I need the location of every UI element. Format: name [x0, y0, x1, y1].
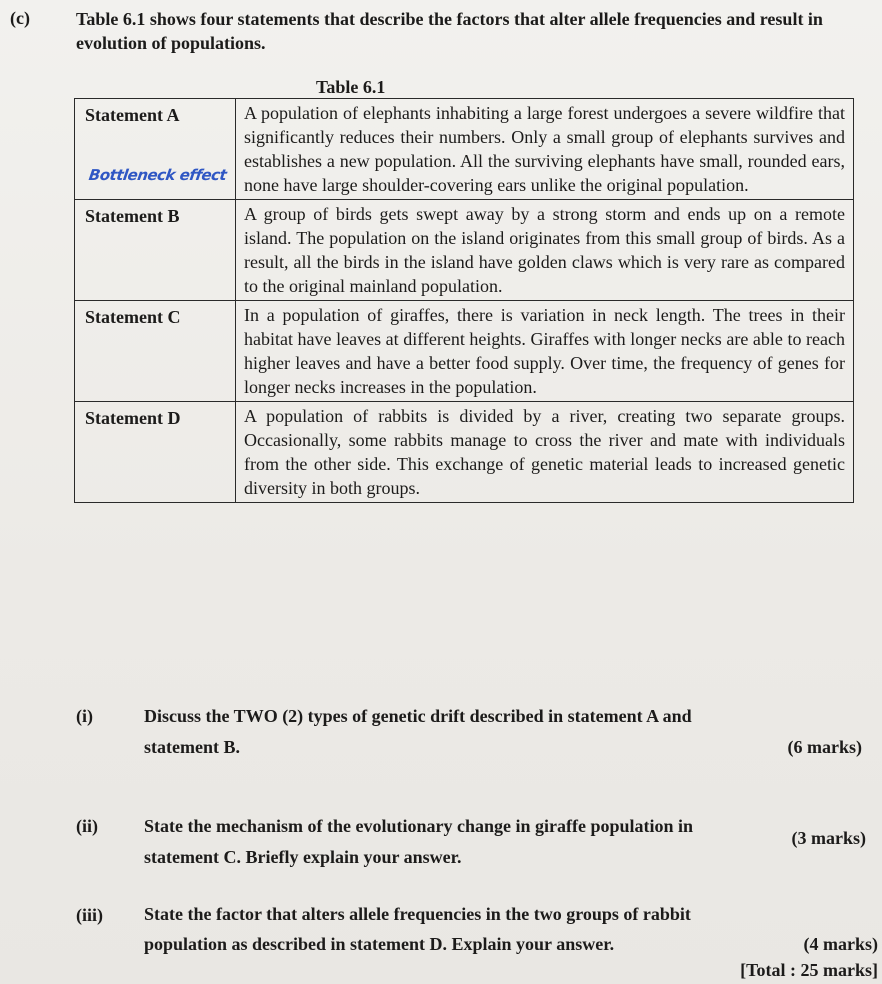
statement-d-label: Statement D: [75, 402, 236, 503]
total-marks: [Total : 25 marks]: [740, 960, 878, 980]
subquestion-i-line2: statement B.: [144, 737, 240, 757]
question-intro: Table 6.1 shows four statements that describe the factors that alter allele frequencies and result in evolution of populations.: [76, 9, 823, 53]
statement-c-label: Statement C: [75, 301, 236, 402]
subquestion-i-line1: Discuss the TWO (2) types of genetic drift described in statement A and: [144, 706, 692, 726]
subquestion-ii-line1: State the mechanism of the evolutionary change in giraffe population in: [144, 816, 693, 836]
subquestion-ii-number: (ii): [76, 816, 98, 836]
statement-b-label: Statement B: [75, 200, 236, 301]
subquestion-iii-line1: State the factor that alters allele frequencies in the two groups of rabbit: [144, 904, 691, 924]
table-row: [75, 99, 854, 200]
subquestion-ii-line2: statement C. Briefly explain your answer.: [144, 847, 462, 867]
handwritten-annotation: Bottleneck effect: [87, 166, 228, 184]
subquestion-i-marks: (6 marks): [787, 737, 862, 757]
statement-a-text: A population of elephants inhabiting a large forest undergoes a severe wildfire that significantly reduces their numbers. Only a small group of elephants survives and establishes a new population. All the surviving elephants have small, rounded ears, none have large shoulder-covering ears unlike the original population.: [236, 99, 854, 200]
table-row: [75, 200, 854, 301]
question-label: (c): [10, 8, 30, 28]
statement-a-label: Statement A: [85, 105, 180, 125]
statement-b-text: A group of birds gets swept away by a strong storm and ends up on a remote island. The population on the island originates from this small group of birds. As a result, all the birds in the island have golden claws which is very rare as compared to the original mainland population.: [236, 200, 854, 301]
table-row: [75, 402, 854, 503]
subquestion-i-number: (i): [76, 706, 93, 726]
table-row: [75, 301, 854, 402]
statement-c-text: In a population of giraffes, there is variation in neck length. The trees in their habitat have leaves at different heights. Giraffes with longer necks are able to reach higher leaves and have a better food supply. Over time, the frequency of genes for longer necks increases in the population.: [236, 301, 854, 402]
subquestion-iii-marks: (4 marks): [803, 934, 878, 954]
subquestion-iii-line2: population as described in statement D. Explain your answer.: [144, 934, 615, 954]
subquestion-iii-number: (iii): [76, 905, 103, 925]
statement-d-text: A population of rabbits is divided by a river, creating two separate groups. Occasionally, some rabbits manage to cross the river and mate with individuals from the other side. This exchange of genetic material leads to increased genetic diversity in both groups.: [236, 402, 854, 503]
table-caption: Table 6.1: [316, 77, 386, 97]
subquestion-ii-marks: (3 marks): [791, 828, 866, 848]
statements-table: [74, 98, 854, 503]
statement-a-label-cell: [75, 99, 236, 200]
